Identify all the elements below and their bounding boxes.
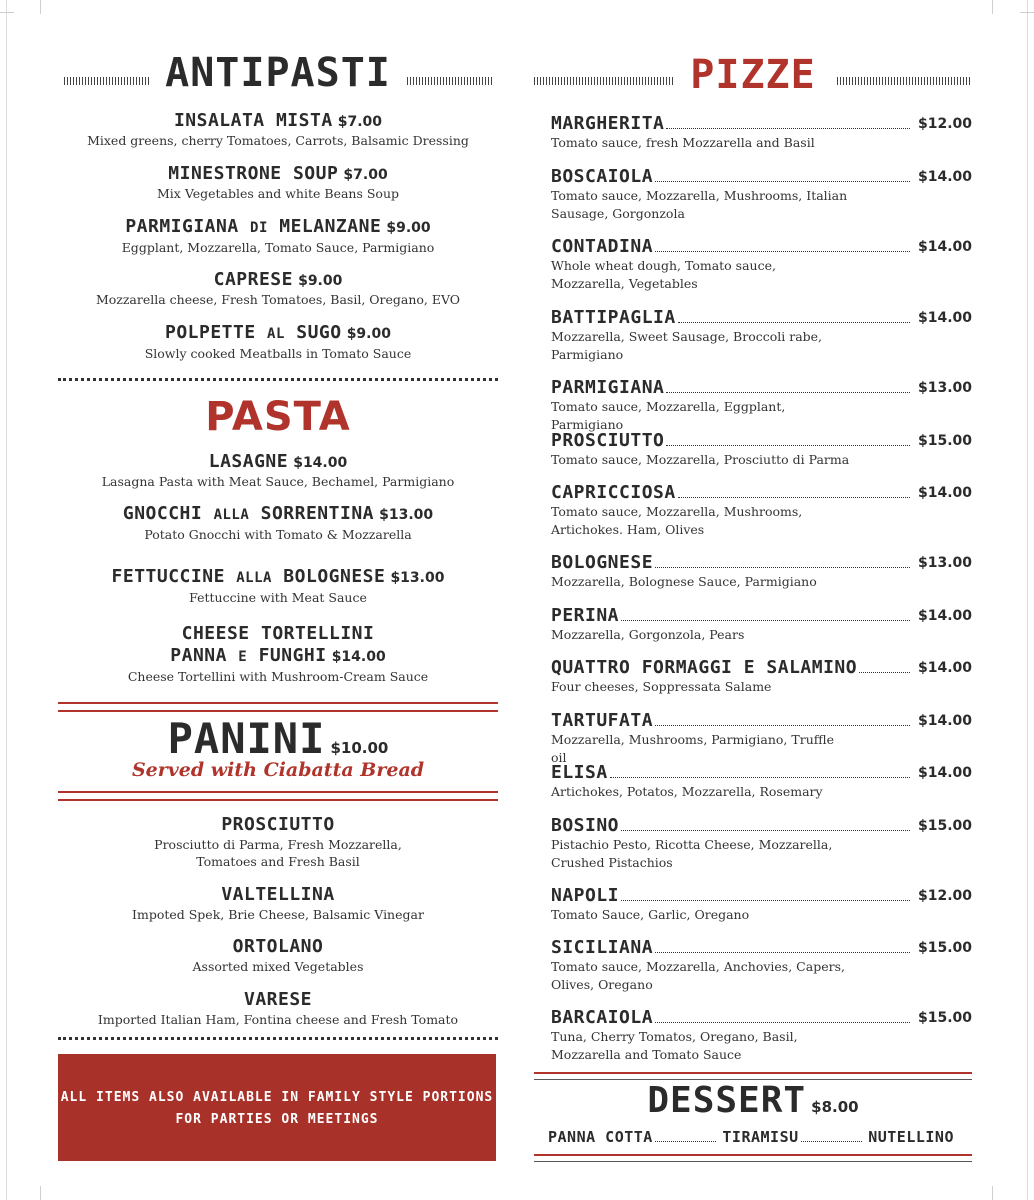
item-desc: Prosciutto di Parma, Fresh Mozzarella, bbox=[154, 837, 402, 852]
pizza-item bbox=[551, 759, 972, 801]
pizza-row bbox=[551, 934, 972, 958]
pizza-price: $14.00 bbox=[917, 239, 972, 255]
pizza-price: $14.00 bbox=[917, 660, 972, 676]
item-desc: Cheese Tortellini with Mushroom-Cream Sauce bbox=[127, 669, 429, 684]
dessert-item: NUTELLINO bbox=[868, 1128, 954, 1146]
item-name: LASAGNE bbox=[208, 451, 289, 472]
pizza-desc: Whole wheat dough, Tomato sauce, Mozzarella, Vegetables bbox=[551, 258, 776, 291]
crop-mark bbox=[1020, 12, 1034, 13]
name-part: SORRENTINA bbox=[249, 503, 374, 524]
red-double-divider bbox=[58, 702, 498, 712]
dessert-price: $8.00 bbox=[811, 1098, 859, 1116]
menu-item bbox=[58, 322, 498, 362]
pizza-price: $12.00 bbox=[917, 888, 972, 904]
pizza-price: $14.00 bbox=[917, 765, 972, 781]
pasta-header bbox=[58, 394, 498, 440]
pizza-price: $14.00 bbox=[917, 713, 972, 729]
item-desc: Potato Gnocchi with Tomato & Mozzarella bbox=[144, 527, 412, 542]
pizza-price: $15.00 bbox=[917, 1010, 972, 1026]
name-part: DI bbox=[250, 220, 268, 236]
red-double-divider bbox=[534, 1154, 972, 1162]
item-desc: Impoted Spek, Brie Cheese, Balsamic Vinegar bbox=[132, 907, 424, 922]
pizza-item bbox=[551, 654, 972, 696]
pizza-row bbox=[551, 882, 972, 906]
dessert-header bbox=[534, 1080, 972, 1121]
leader-dots bbox=[621, 830, 910, 831]
leader-dots bbox=[801, 1141, 863, 1142]
leader-dots bbox=[678, 322, 910, 323]
pizza-name: BATTIPAGLIA bbox=[551, 307, 676, 328]
pizza-desc: Tomato sauce, Mozzarella, Anchovies, Capers, Olives, Oregano bbox=[551, 959, 845, 992]
dessert-item: PANNA COTTA bbox=[548, 1128, 653, 1146]
pizza-row bbox=[551, 812, 972, 836]
pizza-price: $14.00 bbox=[917, 169, 972, 185]
pizza-item bbox=[551, 812, 972, 871]
pizza-item bbox=[551, 479, 972, 538]
pizza-item bbox=[551, 374, 972, 433]
leader-dots bbox=[655, 181, 910, 182]
leader-dots bbox=[655, 725, 910, 726]
dessert-item: TIRAMISU bbox=[722, 1128, 799, 1146]
crop-mark bbox=[992, 1186, 993, 1200]
leader-dots bbox=[655, 952, 910, 953]
item-price: $13.00 bbox=[379, 507, 434, 523]
pizza-row bbox=[551, 304, 972, 328]
pizza-item bbox=[551, 233, 972, 292]
name-part: SUGO bbox=[284, 322, 342, 343]
pizza-row bbox=[551, 549, 972, 573]
pizza-desc: Tomato Sauce, Garlic, Oregano bbox=[551, 907, 750, 922]
pasta-title: PASTA bbox=[189, 394, 367, 440]
name-part: BOLOGNESE bbox=[271, 566, 386, 587]
pizza-desc: Four cheeses, Soppressata Salame bbox=[551, 679, 772, 694]
item-name: PROSCIUTTO bbox=[221, 814, 335, 835]
item-name: CAPRESE bbox=[213, 269, 293, 290]
item-name: ORTOLANO bbox=[232, 936, 324, 957]
pizza-desc: Tomato sauce, Mozzarella, Mushrooms, Artichokes. Ham, Olives bbox=[551, 504, 803, 537]
pizza-item bbox=[551, 934, 972, 993]
pizza-name: PERINA bbox=[551, 605, 620, 626]
item-price: $7.00 bbox=[337, 114, 383, 130]
banner-line: FOR PARTIES OR MEETINGS bbox=[175, 1112, 379, 1127]
item-desc: Slowly cooked Meatballs in Tomato Sauce bbox=[144, 346, 412, 361]
dessert-title: DESSERT bbox=[647, 1080, 807, 1121]
item-price: $9.00 bbox=[346, 326, 391, 342]
panini-subtitle: Served with Ciabatta Bread bbox=[131, 759, 425, 781]
pizza-desc: Tomato sauce, Mozzarella, Eggplant, Parmigiano bbox=[551, 399, 786, 432]
pizza-name: QUATTRO FORMAGGI E SALAMINO bbox=[551, 657, 858, 678]
menu-item bbox=[58, 451, 498, 490]
leader-dots bbox=[621, 620, 910, 621]
pizza-desc: Tomato sauce, fresh Mozzarella and Basil bbox=[551, 135, 815, 150]
pizza-price: $14.00 bbox=[917, 485, 972, 501]
menu-item bbox=[58, 814, 498, 870]
red-double-divider bbox=[534, 1072, 972, 1080]
pizza-price: $13.00 bbox=[917, 380, 972, 396]
item-name: VARESE bbox=[243, 989, 313, 1010]
leader-dots bbox=[655, 251, 910, 252]
menu-item bbox=[58, 269, 498, 308]
item-name bbox=[125, 216, 381, 237]
menu-item bbox=[58, 110, 498, 149]
pizza-price: $15.00 bbox=[917, 940, 972, 956]
pizza-item bbox=[551, 882, 972, 924]
pizza-item bbox=[551, 304, 972, 363]
item-desc: Fettuccine with Meat Sauce bbox=[189, 590, 367, 605]
crop-mark bbox=[40, 1186, 41, 1200]
leader-dots bbox=[666, 128, 910, 129]
pizza-name: BOLOGNESE bbox=[551, 552, 654, 573]
item-desc: Mix Vegetables and white Beans Soup bbox=[157, 186, 399, 201]
pizza-desc: Pistachio Pesto, Ricotta Cheese, Mozzarella, Crushed Pistachios bbox=[551, 837, 833, 870]
name-part: FUNGHI bbox=[247, 645, 327, 666]
pizza-row bbox=[551, 427, 972, 451]
pizza-name: CAPRICCIOSA bbox=[551, 482, 676, 503]
pizza-row bbox=[551, 110, 972, 134]
item-name bbox=[170, 645, 326, 666]
pizza-name: TARTUFATA bbox=[551, 710, 654, 731]
dessert-items bbox=[548, 1128, 954, 1146]
name-part: PANNA bbox=[170, 645, 239, 666]
pizza-name: NAPOLI bbox=[551, 885, 620, 906]
menu-item bbox=[58, 989, 498, 1028]
pizza-item bbox=[551, 427, 972, 469]
menu-item bbox=[58, 163, 498, 202]
item-name: MINESTRONE SOUP bbox=[168, 163, 339, 184]
item-name-line1: CHEESE TORTELLINI bbox=[181, 623, 375, 644]
pizza-item bbox=[551, 1004, 972, 1063]
menu-item bbox=[58, 503, 498, 543]
pizza-item bbox=[551, 110, 972, 152]
leader-dots bbox=[655, 567, 910, 568]
menu-item bbox=[58, 216, 498, 256]
item-price: $9.00 bbox=[298, 273, 343, 289]
dotted-divider bbox=[58, 378, 498, 381]
pizza-desc: Mozzarella, Mushrooms, Parmigiano, Truffle oil bbox=[551, 732, 835, 765]
panini-title: PANINI bbox=[167, 714, 326, 763]
pizza-row bbox=[551, 1004, 972, 1028]
pizza-row bbox=[551, 479, 972, 503]
item-desc: Lasagna Pasta with Meat Sauce, Bechamel, Parmigiano bbox=[101, 474, 455, 489]
leader-dots bbox=[678, 497, 910, 498]
menu-item bbox=[58, 566, 498, 606]
item-desc: Assorted mixed Vegetables bbox=[192, 959, 364, 974]
pizza-price: $13.00 bbox=[917, 555, 972, 571]
item-price: $13.00 bbox=[390, 570, 445, 586]
item-price: $14.00 bbox=[331, 649, 386, 665]
name-part: E bbox=[238, 649, 248, 665]
pizza-price: $14.00 bbox=[917, 310, 972, 326]
name-part: FETTUCCINE bbox=[111, 566, 237, 587]
name-part: GNOCCHI bbox=[122, 503, 214, 524]
leader-dots bbox=[610, 777, 910, 778]
name-part: PARMIGIANA bbox=[125, 216, 251, 237]
pizza-name: PROSCIUTTO bbox=[551, 430, 665, 451]
pizze-header bbox=[534, 52, 972, 98]
item-desc: Mozzarella cheese, Fresh Tomatoes, Basil, Oregano, EVO bbox=[95, 292, 461, 307]
panini-header bbox=[58, 714, 498, 763]
pizza-price: $15.00 bbox=[917, 818, 972, 834]
item-name: INSALATA MISTA bbox=[173, 110, 333, 131]
leader-dots bbox=[621, 900, 910, 901]
item-desc: Tomatoes and Fresh Basil bbox=[196, 854, 360, 869]
pizza-row bbox=[551, 602, 972, 626]
pizza-name: PARMIGIANA bbox=[551, 377, 665, 398]
leader-dots bbox=[666, 392, 910, 393]
panini-price: $10.00 bbox=[330, 739, 389, 757]
pizza-name: CONTADINA bbox=[551, 236, 654, 257]
menu-item bbox=[58, 884, 498, 923]
item-desc: Imported Italian Ham, Fontina cheese and Fresh Tomato bbox=[97, 1012, 459, 1027]
crop-mark bbox=[992, 0, 993, 14]
item-name bbox=[123, 503, 374, 524]
item-desc: Mixed greens, cherry Tomatoes, Carrots, Balsamic Dressing bbox=[87, 133, 469, 148]
item-name bbox=[165, 322, 342, 343]
antipasti-header bbox=[58, 50, 498, 96]
pizza-row bbox=[551, 374, 972, 398]
name-part: ALLA bbox=[213, 507, 250, 523]
family-style-banner bbox=[58, 1054, 496, 1161]
pizza-name: BOSCAIOLA bbox=[551, 166, 654, 187]
menu-item bbox=[58, 936, 498, 975]
name-part: MELANZANE bbox=[267, 216, 382, 237]
name-part: ALLA bbox=[236, 570, 272, 586]
pizza-row bbox=[551, 759, 972, 783]
pizza-desc: Tuna, Cherry Tomatos, Oregano, Basil, Mozzarella and Tomato Sauce bbox=[551, 1029, 798, 1062]
pizza-desc: Artichokes, Potatos, Mozzarella, Rosemary bbox=[551, 784, 823, 799]
pizza-desc: Mozzarella, Gorgonzola, Pears bbox=[551, 627, 745, 642]
pizza-desc: Mozzarella, Sweet Sausage, Broccoli rabe, Parmigiano bbox=[551, 329, 823, 362]
pizza-item bbox=[551, 602, 972, 644]
leader-dots bbox=[655, 1141, 717, 1142]
pizza-price: $14.00 bbox=[917, 608, 972, 624]
pizza-price: $15.00 bbox=[917, 433, 972, 449]
pizza-name: BOSINO bbox=[551, 815, 620, 836]
name-part: POLPETTE bbox=[165, 322, 268, 343]
leader-dots bbox=[859, 672, 910, 673]
red-double-divider bbox=[58, 791, 498, 801]
leader-dots bbox=[655, 1022, 910, 1023]
menu-item bbox=[58, 623, 498, 685]
leader-dots bbox=[666, 445, 910, 446]
pizza-row bbox=[551, 233, 972, 257]
pizza-name: SICILIANA bbox=[551, 937, 654, 958]
pizza-price: $12.00 bbox=[917, 116, 972, 132]
pizza-row bbox=[551, 163, 972, 187]
pizza-item bbox=[551, 163, 972, 222]
item-desc: Eggplant, Mozzarella, Tomato Sauce, Parmigiano bbox=[121, 240, 435, 255]
pizza-name: BARCAIOLA bbox=[551, 1007, 654, 1028]
name-part: AL bbox=[267, 326, 285, 342]
pizza-row bbox=[551, 707, 972, 731]
item-price: $14.00 bbox=[293, 455, 348, 471]
pizza-desc: Tomato sauce, Mozzarella, Mushrooms, Italian Sausage, Gorgonzola bbox=[551, 188, 848, 221]
item-name bbox=[112, 566, 386, 587]
item-name: VALTELLINA bbox=[221, 884, 335, 905]
pizza-desc: Tomato sauce, Mozzarella, Prosciutto di Parma bbox=[551, 452, 850, 467]
banner-line: ALL ITEMS ALSO AVAILABLE IN FAMILY STYLE PORTIONS bbox=[60, 1090, 494, 1105]
pizza-item bbox=[551, 707, 972, 766]
pizza-name: ELISA bbox=[551, 762, 608, 783]
pizze-title: PIZZE bbox=[674, 52, 831, 98]
pizza-desc: Mozzarella, Bolognese Sauce, Parmigiano bbox=[551, 574, 817, 589]
pizza-name: MARGHERITA bbox=[551, 113, 665, 134]
panini-subtitle-wrap bbox=[58, 759, 498, 781]
item-price: $7.00 bbox=[343, 167, 388, 183]
crop-mark bbox=[40, 0, 41, 14]
pizza-row bbox=[551, 654, 972, 678]
pizza-item bbox=[551, 549, 972, 591]
crop-mark bbox=[0, 12, 14, 13]
dotted-divider bbox=[58, 1037, 498, 1040]
item-price: $9.00 bbox=[386, 220, 431, 236]
antipasti-title: ANTIPASTI bbox=[149, 50, 407, 96]
